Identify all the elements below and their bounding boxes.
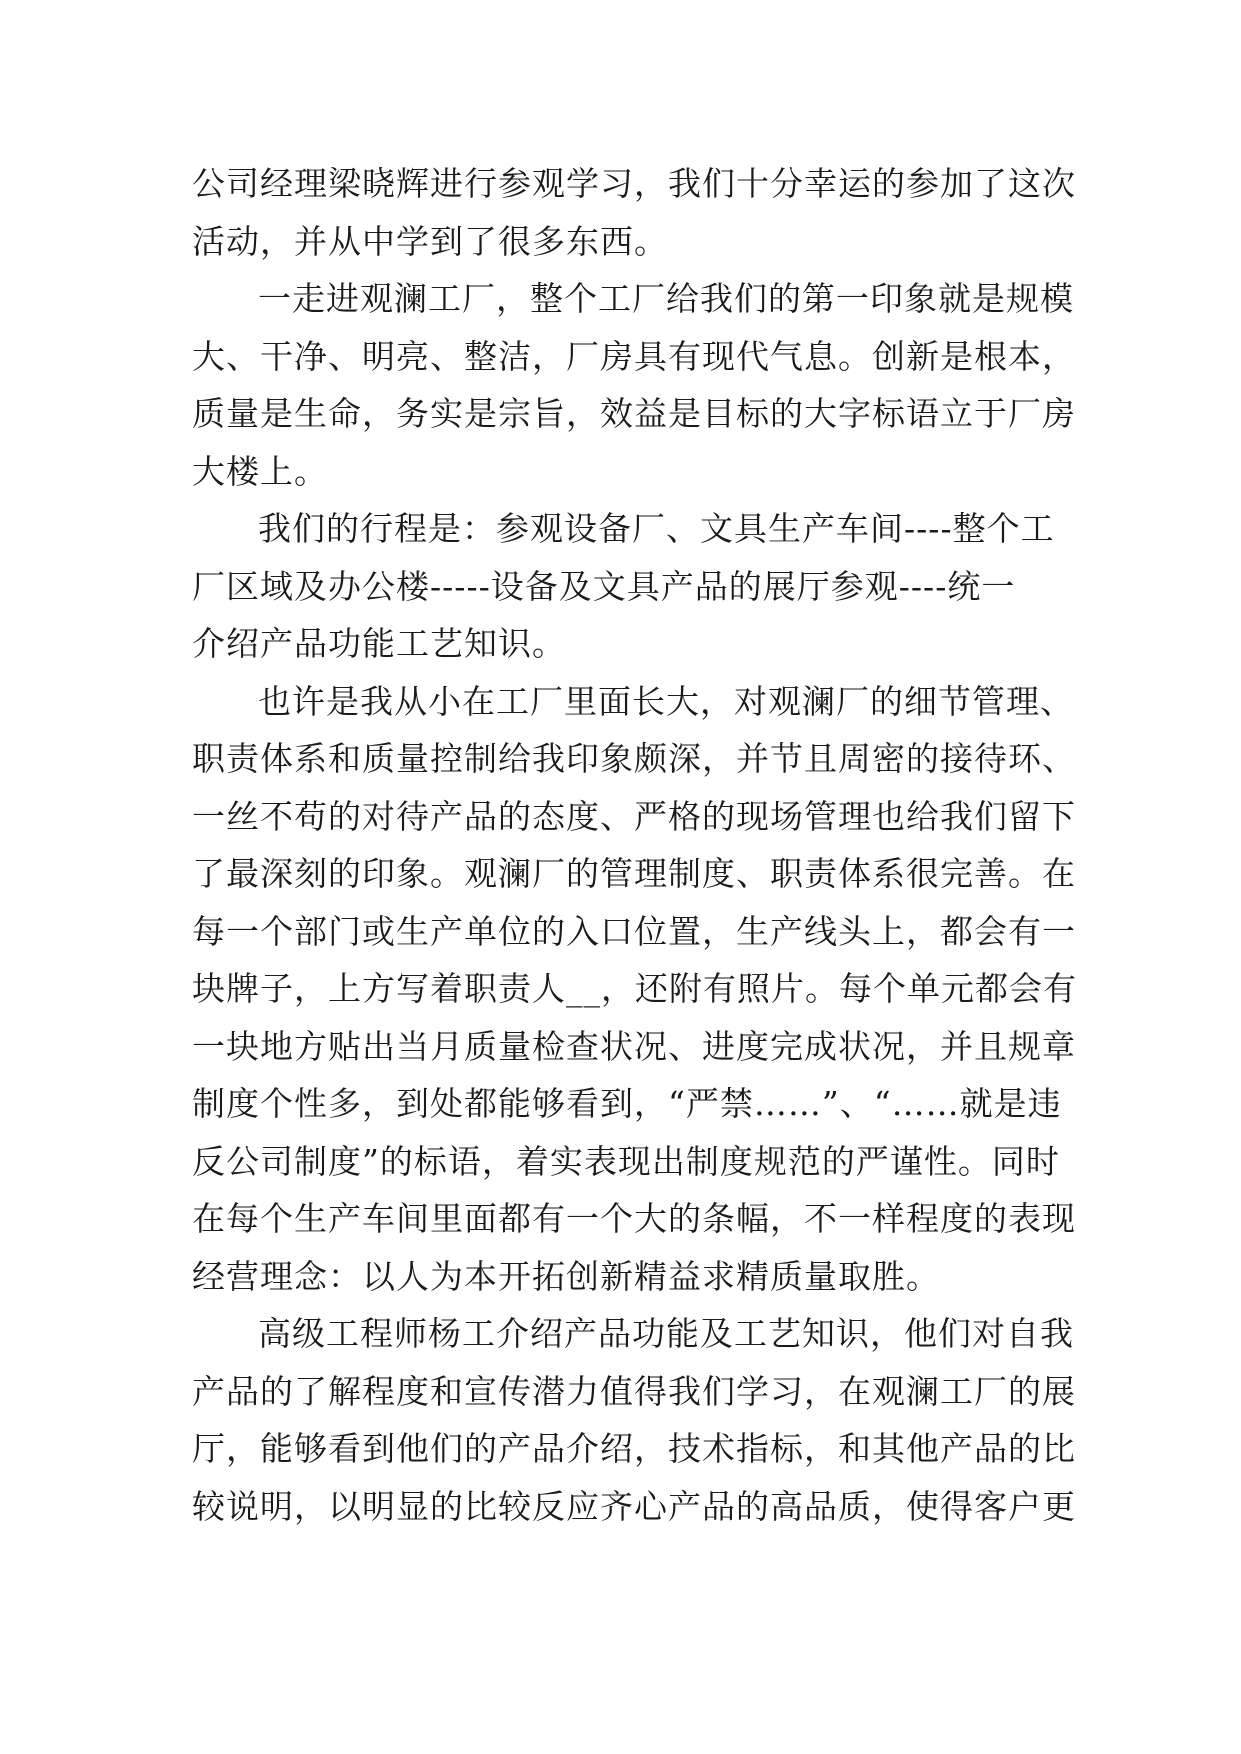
- text-line: 较说明，以明显的比较反应齐心产品的高品质，使得客户更: [192, 1486, 1076, 1526]
- paragraph-start-line: 高级工程师杨工介绍产品功能及工艺知识，他们对自我: [258, 1314, 1074, 1353]
- text-line: 职责体系和质量控制给我印象颇深，并节且周密的接待环、: [192, 739, 1076, 778]
- paragraph-start-line: 也许是我从小在工厂里面长大，对观澜厂的细节管理、: [258, 681, 1074, 721]
- paragraph-start-line: 一走进观澜工厂，整个工厂给我们的第一印象就是规模: [258, 279, 1074, 318]
- text-line: 一丝不苟的对待产品的态度、严格的现场管理也给我们留下: [192, 796, 1076, 836]
- text-line: 产品的了解程度和宣传潜力值得我们学习，在观澜工厂的展: [192, 1371, 1076, 1411]
- text-line: 一块地方贴出当月质量检查状况、进度完成状况，并且规章: [192, 1026, 1076, 1066]
- text-line: 活动，并从中学到了很多东西。: [192, 221, 668, 261]
- text-line: 每一个部门或生产单位的入口位置，生产线头上，都会有一: [192, 911, 1076, 951]
- text-line: 厅，能够看到他们的产品介绍，技术指标，和其他产品的比: [192, 1429, 1076, 1468]
- text-line: 块牌子，上方写着职责人__，还附有照片。每个单元都会有: [192, 969, 1077, 1008]
- text-line: 介绍产品功能工艺知识。: [192, 624, 566, 663]
- text-line: 大楼上。: [192, 451, 328, 491]
- text-line: 厂区域及办公楼-----设备及文具产品的展厅参观----统一: [192, 566, 1016, 606]
- text-line: 反公司制度”的标语，着实表现出制度规范的严谨性。同时: [192, 1141, 1060, 1181]
- text-line: 大、干净、明亮、整洁，厂房具有现代气息。创新是根本，: [192, 336, 1076, 376]
- text-line: 经营理念：以人为本开拓创新精益求精质量取胜。: [192, 1256, 940, 1296]
- text-line: 公司经理梁晓辉进行参观学习，我们十分幸运的参加了这次: [192, 164, 1076, 203]
- paragraph-start-line: 我们的行程是：参观设备厂、文具生产车间----整个工: [258, 509, 1055, 548]
- document-body: [192, 155, 1077, 1535]
- text-line: 制度个性多，到处都能够看到，“严禁……”、“……就是违: [192, 1084, 1062, 1123]
- text-line: 在每个生产车间里面都有一个大的条幅，不一样程度的表现: [192, 1199, 1076, 1238]
- text-line: 质量是生命，务实是宗旨，效益是目标的大字标语立于厂房: [192, 394, 1076, 433]
- text-line: 了最深刻的印象。观澜厂的管理制度、职责体系很完善。在: [192, 854, 1076, 893]
